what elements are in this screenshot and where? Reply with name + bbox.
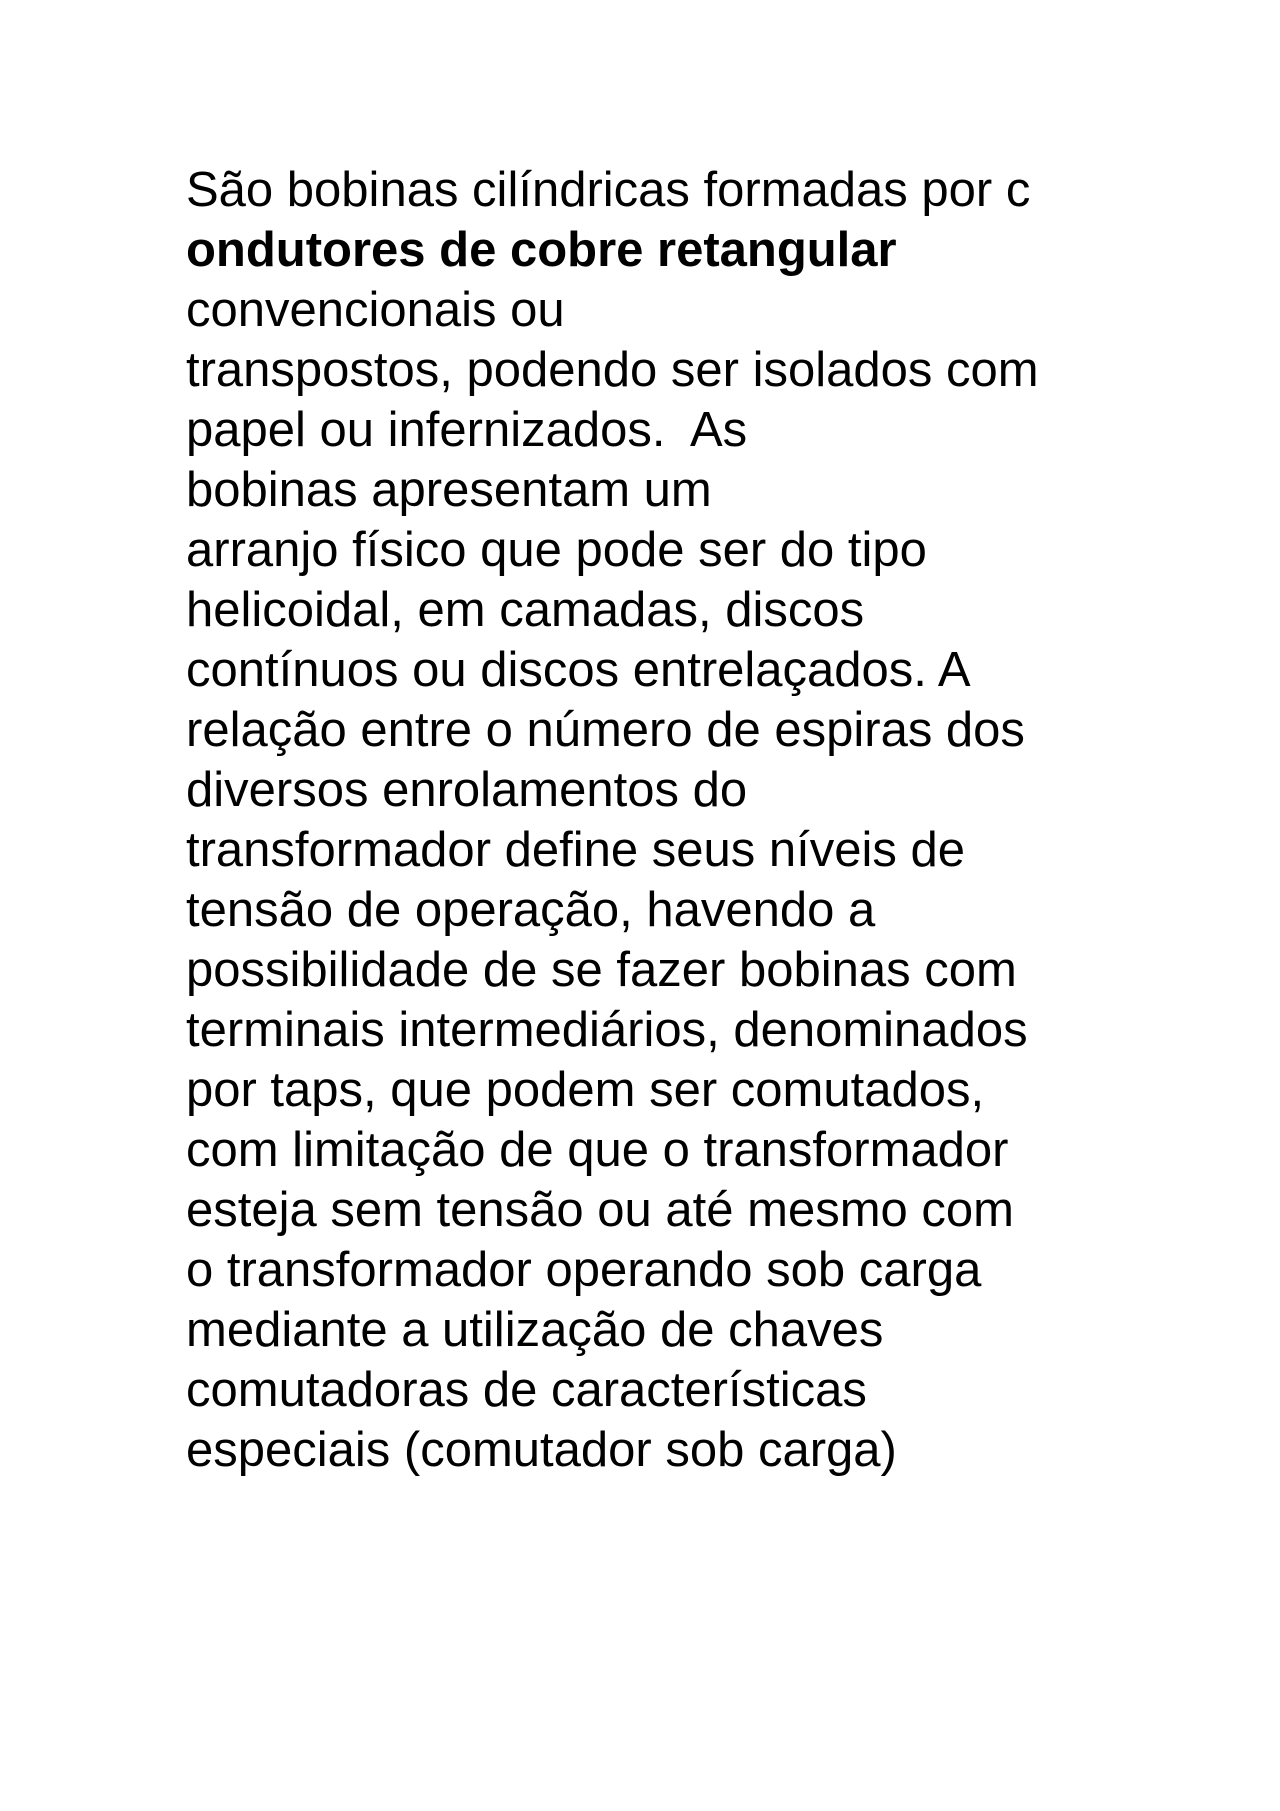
text-line: possibilidade de se fazer bobinas com bbox=[186, 943, 1017, 997]
text-line: arranjo físico que pode ser do tipo bbox=[186, 523, 927, 577]
text-line: São bobinas cilíndricas formadas por c bbox=[186, 163, 1031, 217]
text-line: convencionais ou bbox=[186, 283, 565, 337]
text-line: esteja sem tensão ou até mesmo com bbox=[186, 1183, 1014, 1237]
text-line: tensão de operação, havendo a bbox=[186, 883, 876, 937]
text-line: diversos enrolamentos do bbox=[186, 763, 748, 817]
text-line: especiais (comutador sob carga) bbox=[186, 1423, 897, 1477]
text-line: com limitação de que o transformador bbox=[186, 1123, 1009, 1177]
text-line: comutadoras de características bbox=[186, 1363, 867, 1417]
text-line: relação entre o número de espiras dos bbox=[186, 703, 1025, 757]
body-paragraph bbox=[186, 160, 1186, 1480]
text-line-bold: ondutores de cobre retangular bbox=[186, 223, 897, 277]
text-line: transformador define seus níveis de bbox=[186, 823, 965, 877]
text-line: bobinas apresentam um bbox=[186, 463, 712, 517]
text-line: por taps, que podem ser comutados, bbox=[186, 1063, 985, 1117]
text-line: contínuos ou discos entrelaçados. A bbox=[186, 643, 971, 697]
text-line: terminais intermediários, denominados bbox=[186, 1003, 1028, 1057]
text-line: transpostos, podendo ser isolados com bbox=[186, 343, 1039, 397]
text-line: papel ou infernizados. As bbox=[186, 403, 748, 457]
text-line: o transformador operando sob carga bbox=[186, 1243, 982, 1297]
text-line: mediante a utilização de chaves bbox=[186, 1303, 884, 1357]
text-line: helicoidal, em camadas, discos bbox=[186, 583, 865, 637]
